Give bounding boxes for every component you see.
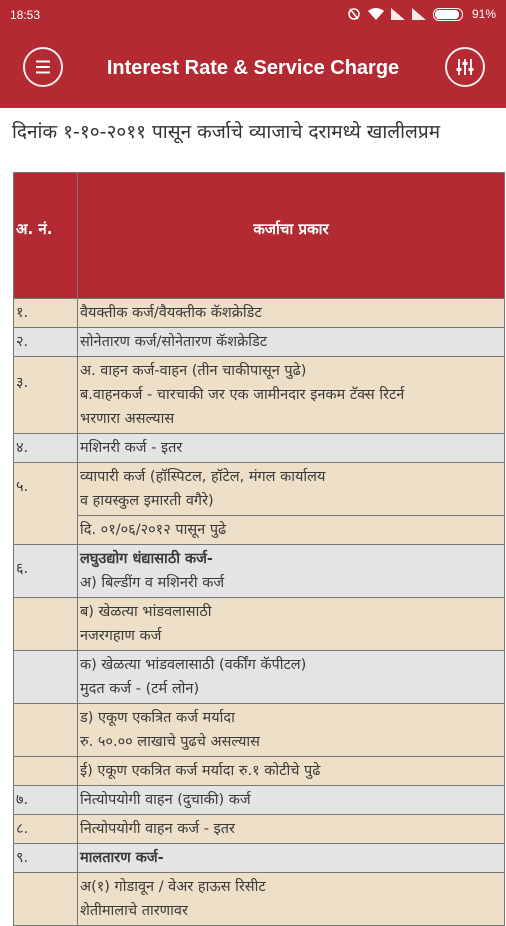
loan-type-line: अ(१) गोडावून / वेअर हाऊस रिसीट xyxy=(80,879,266,895)
loan-type-line: वैयक्तीक कर्ज/वैयक्तीक कॅशक्रेडिट xyxy=(80,305,262,321)
table-row xyxy=(14,545,505,598)
row-number: ३. xyxy=(14,357,78,434)
row-number xyxy=(14,651,78,704)
loan-type xyxy=(78,757,505,786)
sliders-icon xyxy=(447,49,483,85)
loan-type-line: व्यापारी कर्ज (हॉस्पिटल, हॉटेल, मंगल कार्यालय xyxy=(80,469,326,485)
loan-type xyxy=(78,873,505,926)
table-row xyxy=(14,757,505,786)
loan-type-line: मशिनरी कर्ज - इतर xyxy=(80,440,183,456)
row-number: ५. xyxy=(14,463,78,545)
row-number: ४. xyxy=(14,434,78,463)
loan-type xyxy=(78,434,505,463)
loan-type-line: नित्योपयोगी वाहन कर्ज - इतर xyxy=(80,821,235,837)
loan-type-line: ब) खेळत्या भांडवलासाठी xyxy=(80,604,212,620)
battery-percent: 91% xyxy=(471,7,496,21)
loan-type xyxy=(78,328,505,357)
loan-type-line: ई) एकूण एकत्रित कर्ज मर्यादा रु.१ कोटीचे पुढे xyxy=(80,763,321,779)
row-number: ९. xyxy=(14,844,78,873)
table-row xyxy=(14,598,505,651)
signal-icon xyxy=(391,8,405,20)
intro-text: दिनांक १-१०-२०११ पासून कर्जाचे व्याजाचे दरामध्ये खालीलप्रम xyxy=(12,121,441,143)
loan-type-line: ब.वाहनकर्ज - चारचाकी जर एक जामीनदार इनकम टॅक्स रिटर्न xyxy=(80,387,405,403)
app-bar xyxy=(0,30,506,108)
loan-type-line: नजरगहाण कर्ज xyxy=(80,628,162,644)
loan-type-line: मालतारण कर्ज- xyxy=(80,850,164,866)
row-number xyxy=(14,598,78,651)
row-number: १. xyxy=(14,299,78,328)
loan-type-line: सोनेतारण कर्ज/सोनेतारण कॅशक्रेडिट xyxy=(80,334,268,350)
table-row xyxy=(14,357,505,434)
loan-type xyxy=(78,545,505,598)
table-row xyxy=(14,873,505,926)
col-header-number: अ. नं. xyxy=(14,173,78,299)
table-row xyxy=(14,815,505,844)
status-icons xyxy=(347,7,496,21)
loan-type xyxy=(78,598,505,651)
row-number xyxy=(14,704,78,757)
loan-type-line: शेतीमालाचे तारणावर xyxy=(80,903,188,919)
loan-type-line: मुदत कर्ज - (टर्म लोन) xyxy=(80,681,200,697)
table-row xyxy=(14,328,505,357)
status-bar xyxy=(0,0,506,30)
table-row xyxy=(14,463,505,516)
loan-type xyxy=(78,299,505,328)
loan-type-line: भरणारा असल्यास xyxy=(80,411,175,427)
loan-type xyxy=(78,651,505,704)
loan-type-line: अ. वाहन कर्ज-वाहन (तीन चाकीपासून पुढे) xyxy=(80,363,307,379)
table-row xyxy=(14,651,505,704)
col-header-loan-type: कर्जाचा प्रकार xyxy=(78,173,505,299)
row-number: ७. xyxy=(14,786,78,815)
loan-type-line: नित्योपयोगी वाहन (दुचाकी) कर्ज xyxy=(80,792,251,808)
table-row xyxy=(14,516,505,545)
loan-type xyxy=(78,786,505,815)
row-number: ६. xyxy=(14,545,78,598)
rate-table xyxy=(13,172,505,926)
row-number: ८. xyxy=(14,815,78,844)
table-row xyxy=(14,434,505,463)
row-number: २. xyxy=(14,328,78,357)
signal-icon-2 xyxy=(412,8,426,20)
battery-icon xyxy=(433,8,463,21)
alarm-icon xyxy=(347,7,361,21)
row-number xyxy=(14,757,78,786)
page-title: Interest Rate & Service Charge xyxy=(106,57,400,79)
row-number xyxy=(14,873,78,926)
status-time: 18:53 xyxy=(10,8,41,22)
loan-type xyxy=(78,463,505,516)
filter-button[interactable] xyxy=(445,47,485,87)
table-row xyxy=(14,786,505,815)
table-row xyxy=(14,704,505,757)
loan-type-line: रु. ५०.०० लाखाचे पुढचे असल्यास xyxy=(80,734,260,750)
loan-type-line: ड) एकूण एकत्रित कर्ज मर्यादा xyxy=(80,710,235,726)
loan-type xyxy=(78,357,505,434)
loan-type xyxy=(78,844,505,873)
loan-type-line: अ) बिल्डींग व मशिनरी कर्ज xyxy=(80,575,225,591)
loan-type xyxy=(78,815,505,844)
loan-type xyxy=(78,704,505,757)
loan-type-line: लघुउद्योग धंद्यासाठी कर्ज- xyxy=(80,551,213,567)
table-row xyxy=(14,299,505,328)
table-header-row xyxy=(14,173,505,299)
table-row xyxy=(14,844,505,873)
loan-type-line: दि. ०१/०६/२०१२ पासून पुढे xyxy=(80,522,227,538)
loan-type-line: क) खेळत्या भांडवलासाठी (वर्कींग कॅपीटल) xyxy=(80,657,307,673)
loan-type xyxy=(78,516,505,545)
wifi-icon xyxy=(368,8,384,20)
loan-type-line: व हायस्कुल इमारती वगैरे) xyxy=(80,493,214,509)
